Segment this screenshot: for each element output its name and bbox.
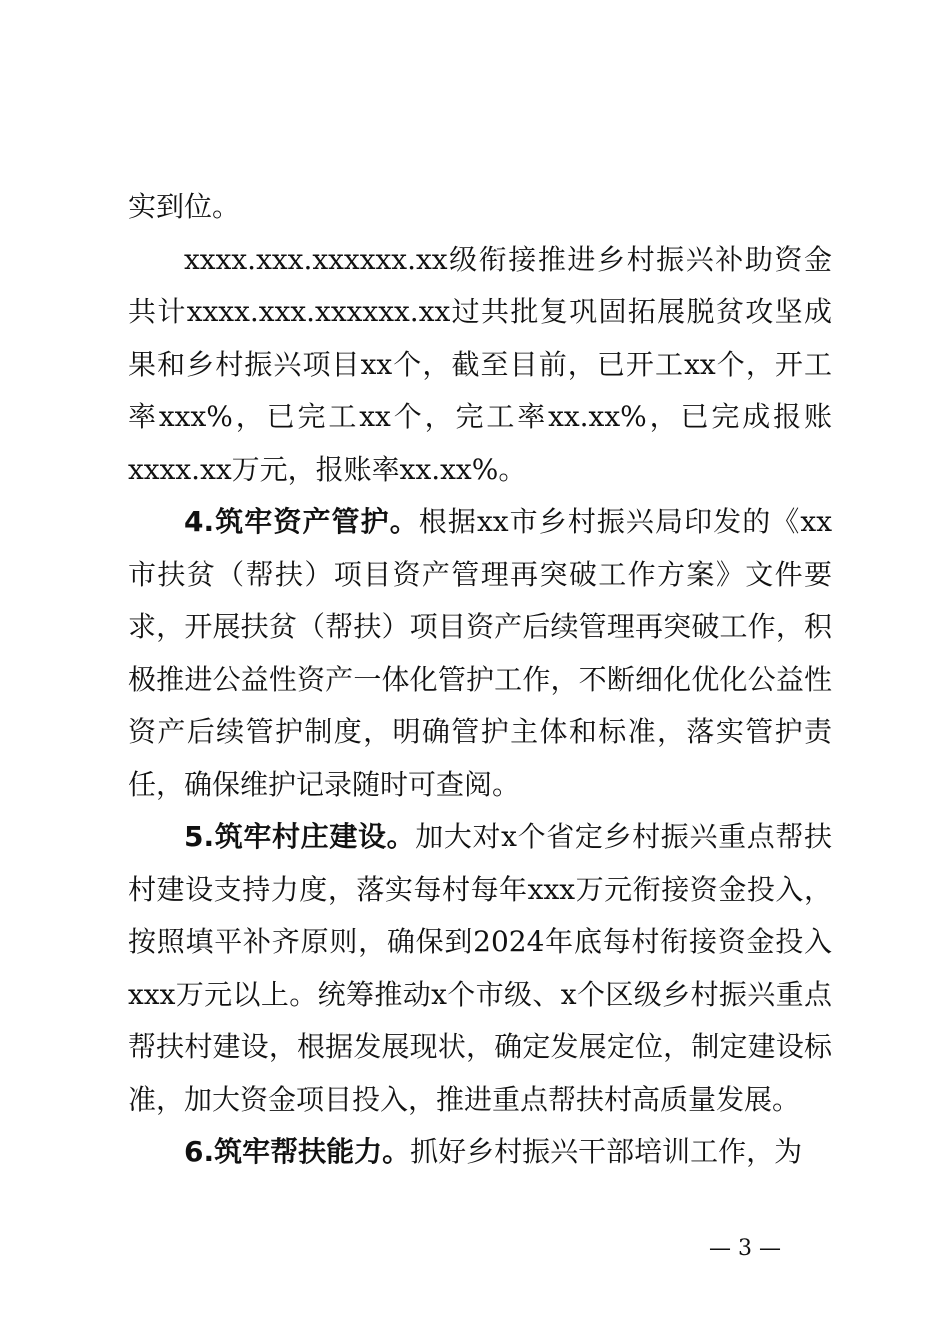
paragraph-asset-management [128,496,832,811]
paragraph-village-construction [128,811,832,1126]
paragraph-assistance-capacity [128,1126,832,1179]
paragraph-text: 加大对x个省定乡村振兴重点帮扶村建设支持力度，落实每村每年xxx万元衔接资金投入，按照填平补齐原则，确保到2024年底每村衔接资金投入xxx万元以上。统筹推动x个市级、x个区级乡村振兴重点帮扶村建设，根据发展现状，确定发展定位，制定建设标准，加大资金项目投入，推进重点帮扶村高质量发展。 [128,820,833,1116]
section-heading: 4.筑牢资产管护。 [184,505,419,538]
paragraph-continuation [128,181,832,234]
page-number: — 3 — [709,1236,781,1261]
paragraph-text: 根据xx市乡村振兴局印发的《xx市扶贫（帮扶）项目资产管理再突破工作方案》文件要求，开展扶贫（帮扶）项目资产后续管理再突破工作，积极推进公益性资产一体化管护工作，不断细化优化公益性资产后续管护制度，明确管护主体和标准，落实管护责任，确保维护记录随时可查阅。 [128,505,833,801]
section-heading: 5.筑牢村庄建设。 [184,820,416,853]
paragraph-text: 实到位。 [128,190,241,223]
paragraph-text: xxxx.xxx.xxxxxx.xx级衔接推进乡村振兴补助资金共计xxxx.xxx.xxxxxx.xx过共批复巩固拓展脱贫攻坚成果和乡村振兴项目xx个，截至目前，已开工xx个，开工率xxx%，已完工xx个，完工率xx.xx%，已完成报账xxxx.xx万元，报账率xx.xx%。 [128,242,832,486]
paragraph-text: 抓好乡村振兴干部培训工作，为 [410,1135,803,1168]
document-body [128,181,832,1179]
paragraph-funding [128,234,832,497]
section-heading: 6.筑牢帮扶能力。 [184,1135,411,1168]
